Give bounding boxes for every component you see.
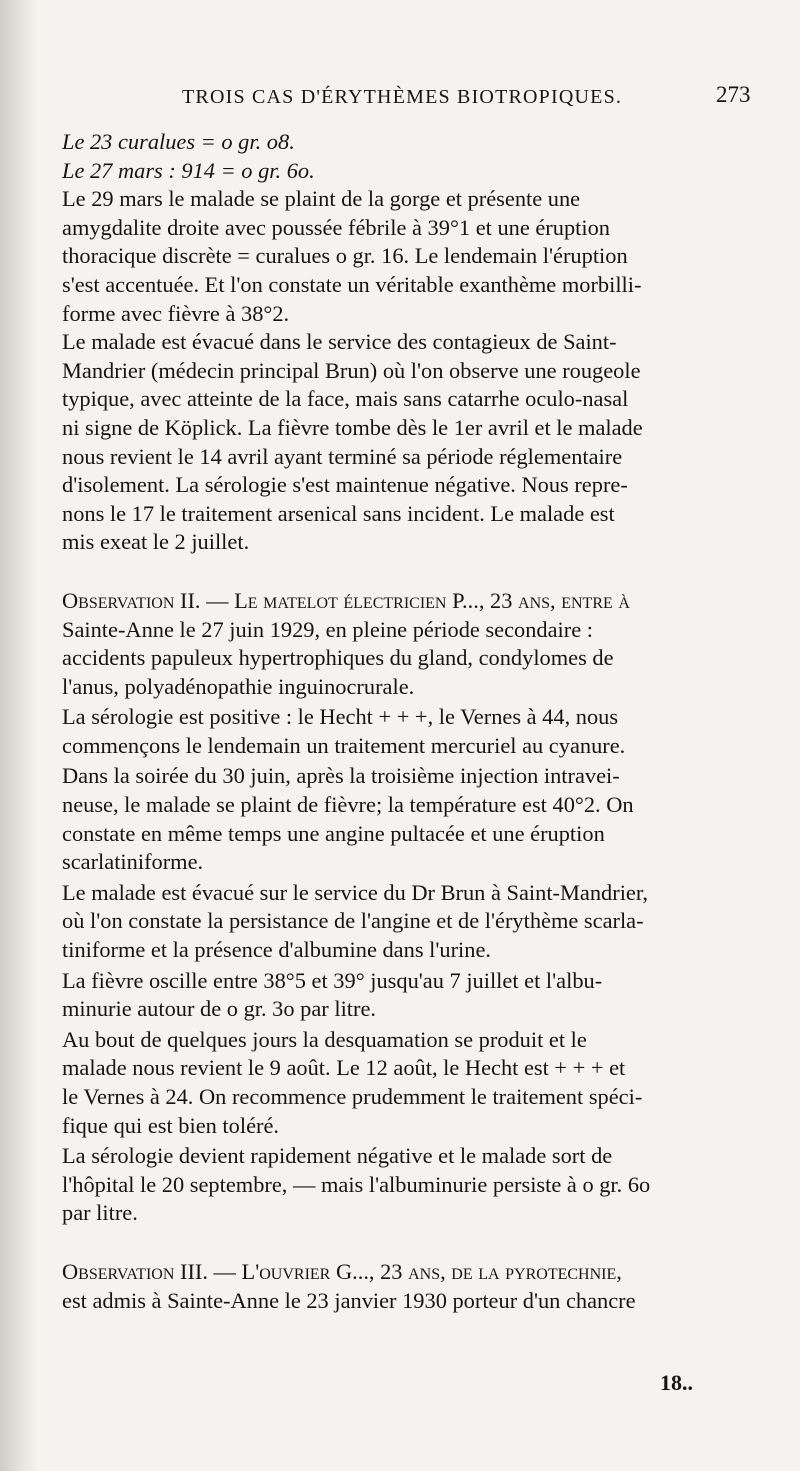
text-line: nons le 17 le traitement arsenical sans incident. Le malade est [62, 500, 615, 526]
text-line: fique qui est bien toléré. [62, 1112, 279, 1138]
text-line: mis exeat le 2 juillet. [62, 529, 250, 555]
running-title: TROIS CAS D'ÉRYTHÈMES BIOTROPIQUES. [182, 86, 623, 108]
text-line: Le malade est évacué dans le service des contagieux de Saint- [62, 329, 617, 355]
text-line: constate en même temps une angine pultacée et une éruption [62, 820, 605, 846]
text-line: Au bout de quelques jours la desquamation se produit et le [62, 1026, 587, 1052]
text-line: l'hôpital le 20 septembre, — mais l'albuminurie persiste à o gr. 6o [62, 1171, 651, 1197]
text-line: amygdalite droite avec poussée fébrile à 39°1 et une éruption [62, 214, 610, 240]
text-line: La sérologie est positive : le Hecht + + +, le Vernes à 44, nous [62, 704, 619, 730]
text-line: où l'on constate la persistance de l'angine et de l'érythème scarla- [62, 908, 644, 934]
text-line: le Vernes à 24. On recommence prudemment le traitement spéci- [62, 1084, 643, 1109]
text-line: tiniforme et la présence d'albumine dans l'urine. [62, 937, 491, 963]
text-line: Le 27 mars : 914 = o gr. 6o. [62, 157, 315, 183]
text-line: Dans la soirée du 30 juin, après la troisième injection intravei- [62, 763, 620, 789]
text-line: commençons le lendemain un traitement mercuriel au cyanure. [62, 732, 626, 758]
text-line: Le 23 curalues = o gr. o8. [62, 129, 295, 154]
text-line: d'isolement. La sérologie s'est maintenue négative. Nous repre- [62, 472, 628, 498]
text-line: scarlatiniforme. [62, 849, 204, 875]
observation-heading-line: Observation III. — L'ouvrier G..., 23 ans, de la pyrotechnie, [62, 1258, 622, 1284]
text-line: Mandrier (médecin principal Brun) où l'on observe une rougeole [62, 357, 641, 383]
text-line: nous revient le 14 avril ayant terminé sa période réglementaire [62, 443, 623, 469]
text-line: La fièvre oscille entre 38°5 et 39° jusqu'au 7 juillet et l'albu- [62, 967, 603, 993]
text-line: La sérologie devient rapidement négative et le malade sort de [62, 1143, 613, 1169]
text-line: minurie autour de o gr. 3o par litre. [62, 996, 377, 1022]
text-line: accidents papuleux hypertrophiques du gland, condylomes de [62, 645, 614, 671]
page-header [0, 78, 800, 118]
signature-mark: 18.. [660, 1370, 693, 1395]
text-line: Sainte-Anne le 27 juin 1929, en pleine période secondaire : [62, 616, 593, 642]
text-line: Le 29 mars le malade se plaint de la gorge et présente une [62, 186, 581, 212]
text-line: thoracique discrète = curalues o gr. 16. Le lendemain l'éruption [62, 243, 628, 269]
text-line: s'est accentuée. Et l'on constate un véritable exanthème morbilli- [62, 271, 642, 297]
text-line: malade nous revient le 9 août. Le 12 août, le Hecht est + + + et [62, 1055, 626, 1081]
body-text [62, 128, 758, 1315]
page-edge-shadow [0, 0, 38, 1471]
observation-heading-line: Observation II. — Le matelot électricien P..., 23 ans, entre à [62, 587, 630, 613]
page-number: 273 [716, 82, 751, 107]
text-line: forme avec fièvre à 38°2. [62, 300, 290, 326]
text-line: l'anus, polyadénopathie inguinocrurale. [62, 673, 415, 699]
text-line: est admis à Sainte-Anne le 23 janvier 1930 porteur d'un chancre [62, 1287, 636, 1313]
text-line: typique, avec atteinte de la face, mais sans catarrhe oculo-nasal [62, 386, 629, 412]
text-line: par litre. [62, 1200, 138, 1226]
text-line: ni signe de Köplick. La fièvre tombe dès le 1er avril et le malade [62, 414, 643, 440]
text-line: Le malade est évacué sur le service du Dr Brun à Saint-Mandrier, [62, 879, 649, 905]
text-line: neuse, le malade se plaint de fièvre; la température est 40°2. On [62, 792, 634, 818]
